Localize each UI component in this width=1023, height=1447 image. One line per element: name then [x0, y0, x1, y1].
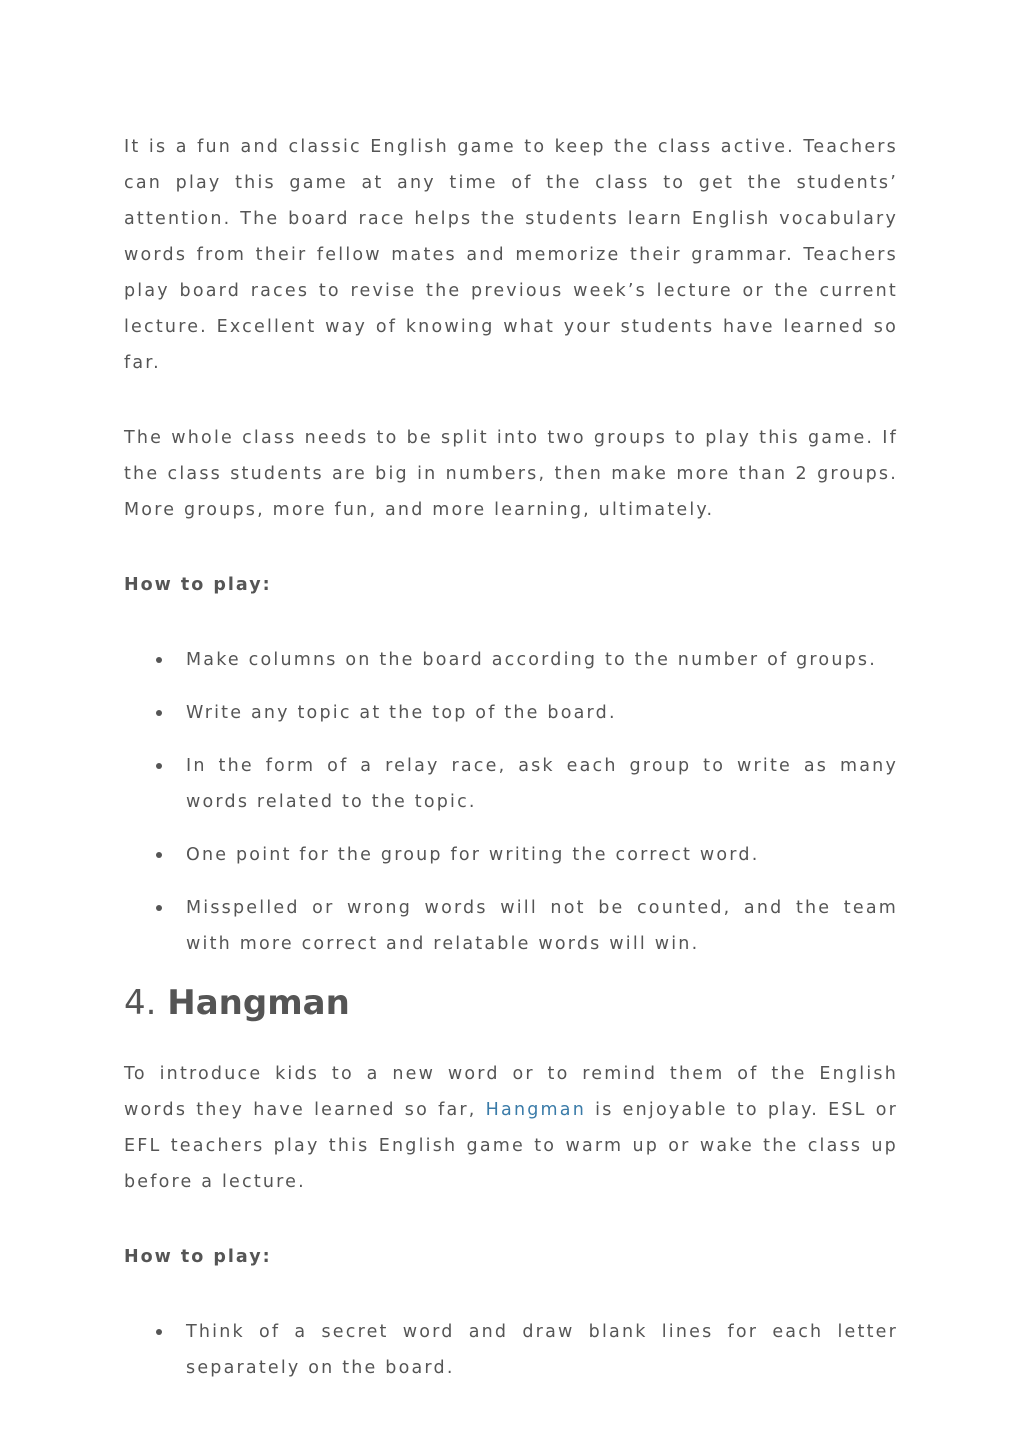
list-item: Misspelled or wrong words will not be counted, and the team with more correct and relatable words will win. — [124, 890, 898, 962]
bullet-icon — [156, 1329, 162, 1335]
section-title: Hangman — [167, 983, 350, 1023]
paragraph-board-race-intro: It is a fun and classic English game to keep the class active. Teachers can play this game at any time of the class to get the students’ attention. The board race helps the students learn English vocabulary words from their fellow mates and memorize their grammar. Teachers play board races to revise the previous week’s lecture or the current lecture. Excellent way of knowing what your students have learned so far. — [124, 137, 898, 373]
list-item: One point for the group for writing the correct word. — [124, 837, 898, 873]
paragraph-hangman-intro: To introduce kids to a new word or to remind them of the English words they have learned so far, Hangman is enjoyable to play. ESL or EFL teachers play this English game to warm up or wake the class up before a lecture. — [124, 1064, 898, 1192]
bullet-icon — [156, 710, 162, 716]
list-item: Think of a secret word and draw blank lines for each letter separately on the board. — [124, 1314, 898, 1386]
bullet-icon — [156, 905, 162, 911]
board-race-steps-list — [124, 642, 898, 962]
section-number: 4. — [124, 983, 157, 1023]
section-heading-hangman — [124, 979, 898, 1027]
bullet-icon — [156, 657, 162, 663]
how-to-play-heading: How to play: — [124, 1247, 272, 1267]
list-item: Make columns on the board according to the number of groups. — [124, 642, 898, 678]
hangman-link[interactable]: Hangman — [485, 1100, 587, 1120]
list-item: In the form of a relay race, ask each group to write as many words related to the topic. — [124, 748, 898, 820]
how-to-play-heading: How to play: — [124, 575, 272, 595]
bullet-icon — [156, 852, 162, 858]
paragraph-board-race-groups: The whole class needs to be split into two groups to play this game. If the class students are big in numbers, then make more than 2 groups. More groups, more fun, and more learning, ultimately. — [124, 428, 898, 520]
bullet-icon — [156, 763, 162, 769]
article-body — [124, 129, 898, 1403]
hangman-steps-list — [124, 1314, 898, 1386]
list-item: Write any topic at the top of the board. — [124, 695, 898, 731]
